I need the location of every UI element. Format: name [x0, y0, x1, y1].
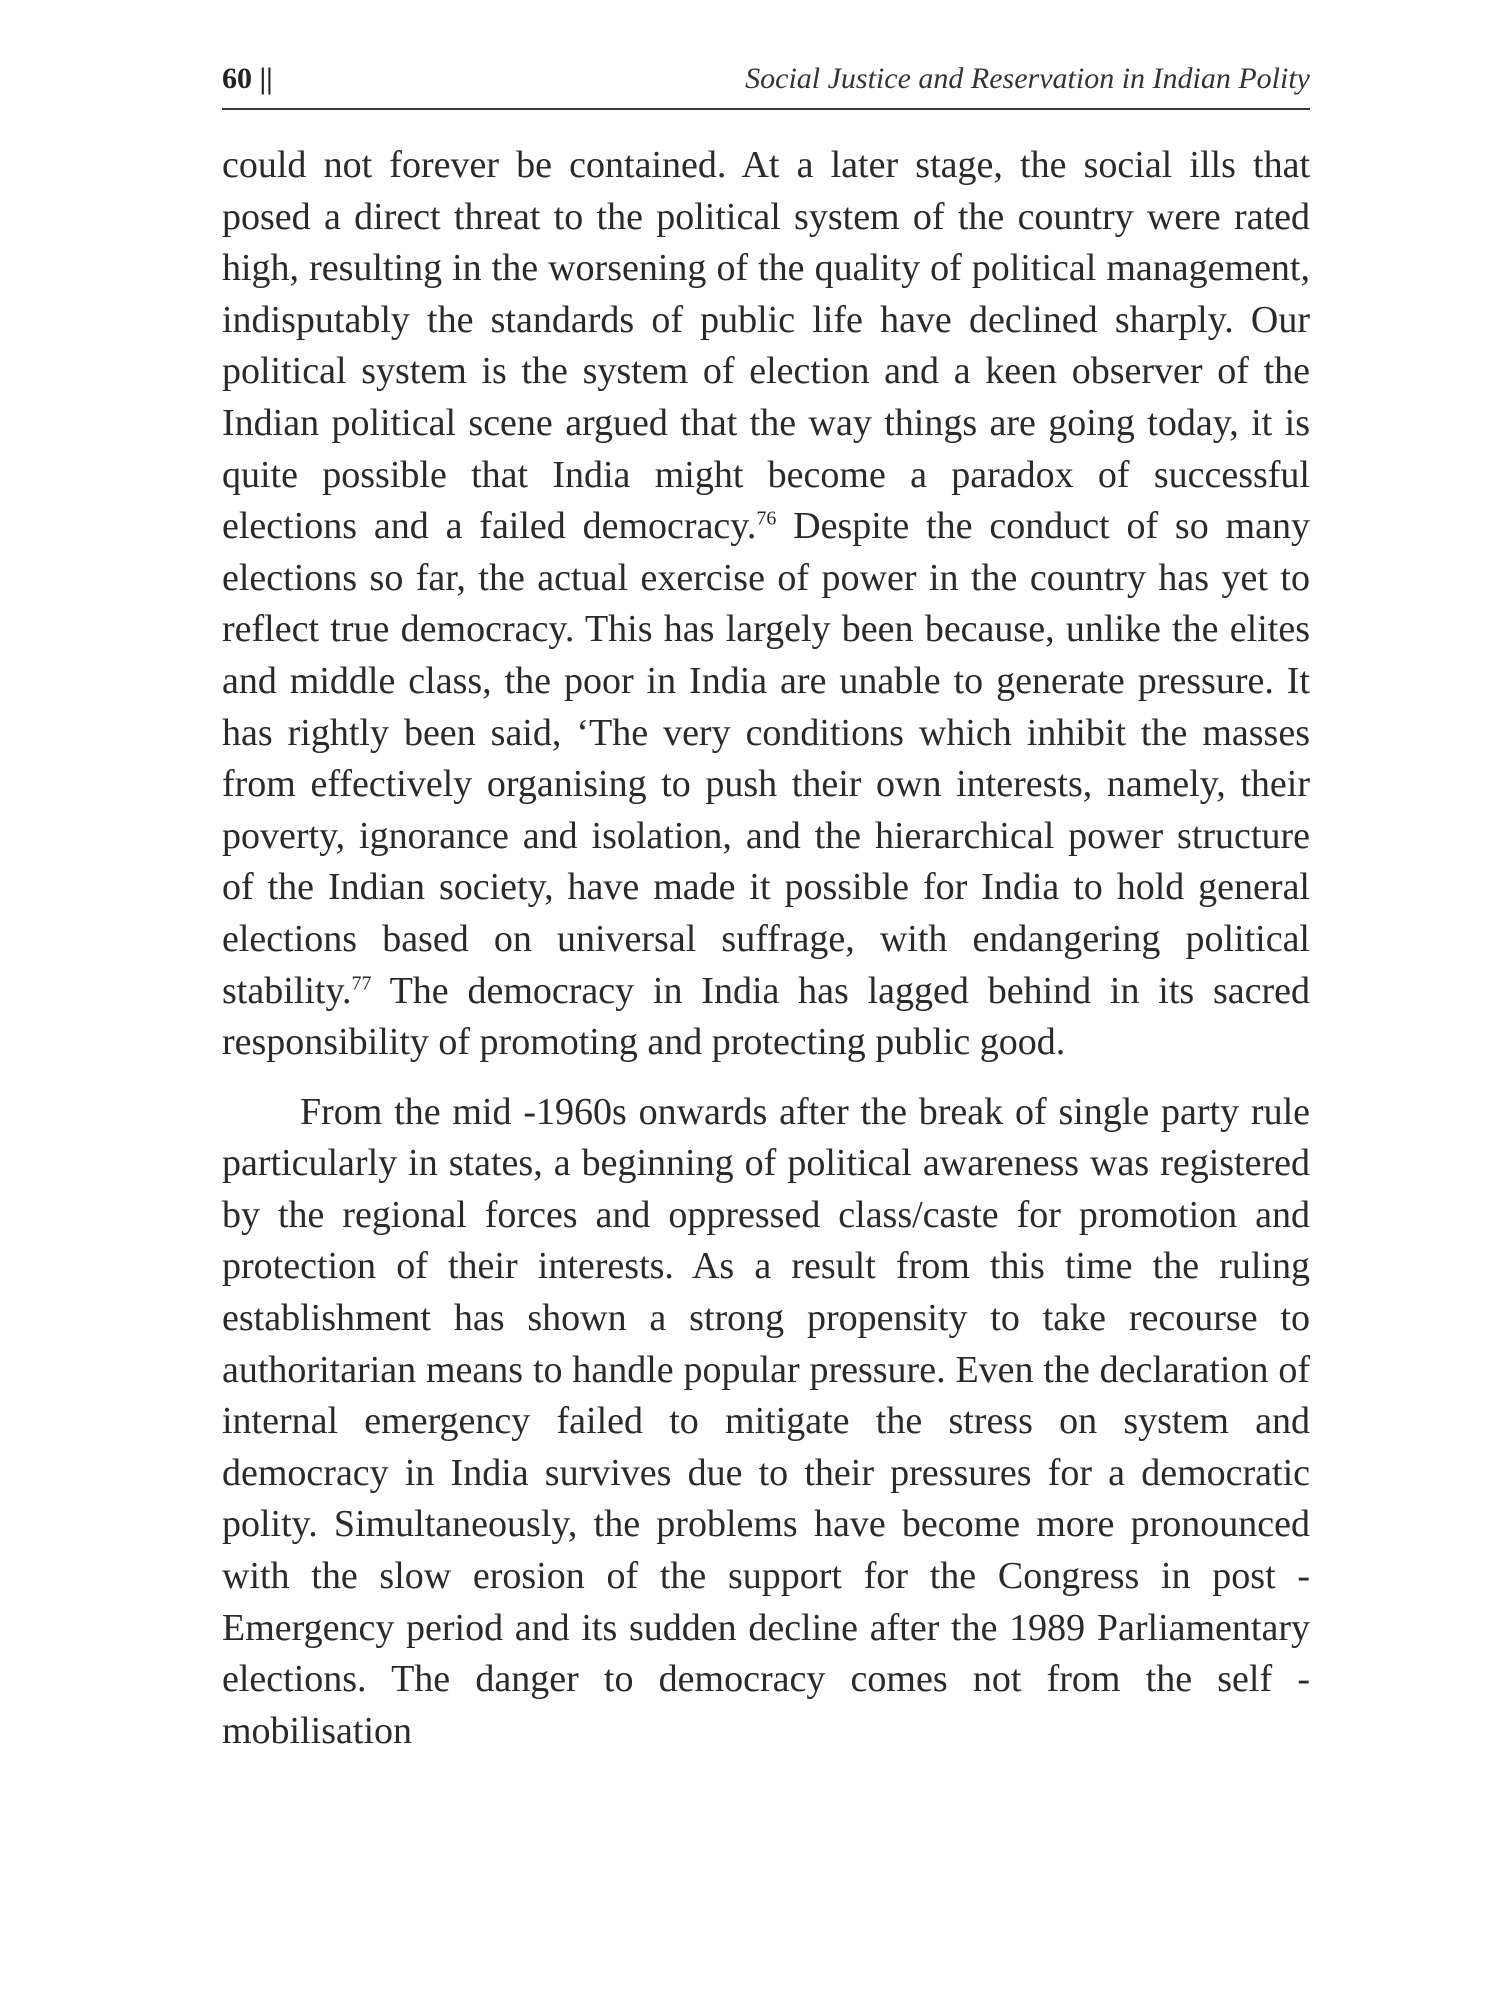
footnote-ref-76: 76 [756, 507, 777, 530]
book-title: Social Justice and Reservation in Indian Polity [745, 62, 1310, 95]
page-number: 60 || [222, 62, 273, 95]
book-page [222, 56, 1310, 1757]
paragraph-1-segment-2: Despite the conduct of so many elections so far, the actual exercise of power in the country has yet to reflect true democracy. This has largely been because, unlike the elites and middle class, the poor in India are unable to generate pressure. It has rightly been said, ‘The very conditions which inhibit the masses from effectively organising to push their own interests, namely, their poverty, ignorance and isolation, and the hierarchical power structure of the Indian society, have made it possible for India to hold general elections based on universal suffrage, with endangering political stability. [222, 505, 1310, 1012]
paragraph-2: From the mid -1960s onwards after the break of single party rule particularly in states, a beginning of political awareness was registered by the regional forces and oppressed class/caste for promotion and protection of their interests. As a result from this time the ruling establishment has shown a strong propensity to take recourse to authoritarian means to handle popular pressure. Even the declaration of internal emergency failed to mitigate the stress on system and democracy in India survives due to their pressures for a democratic polity. Simultaneously, the problems have become more pronounced with the slow erosion of the support for the Congress in post - Emergency period and its sudden decline after the 1989 Parliamentary elections. The danger to democracy comes not from the self - mobilisation [222, 1090, 1310, 1752]
body-text [222, 140, 1310, 1757]
footnote-ref-77: 77 [351, 971, 372, 994]
paragraph-1 [222, 140, 1310, 1069]
paragraph-1-segment-1: could not forever be contained. At a later stage, the social ills that posed a direct threat to the political system of the country were rated high, resulting in the worsening of the quality of political management, indisputably the standards of public life have declined sharply. Our political system is the system of election and a keen observer of the Indian political scene argued that the way things are going today, it is quite possible that India might become a paradox of successful elections and a failed democracy. [222, 144, 1310, 548]
running-header [222, 56, 1310, 110]
paragraph-1-segment-3: The democracy in India has lagged behind in its sacred responsibility of promoting and protecting public good. [222, 969, 1310, 1064]
